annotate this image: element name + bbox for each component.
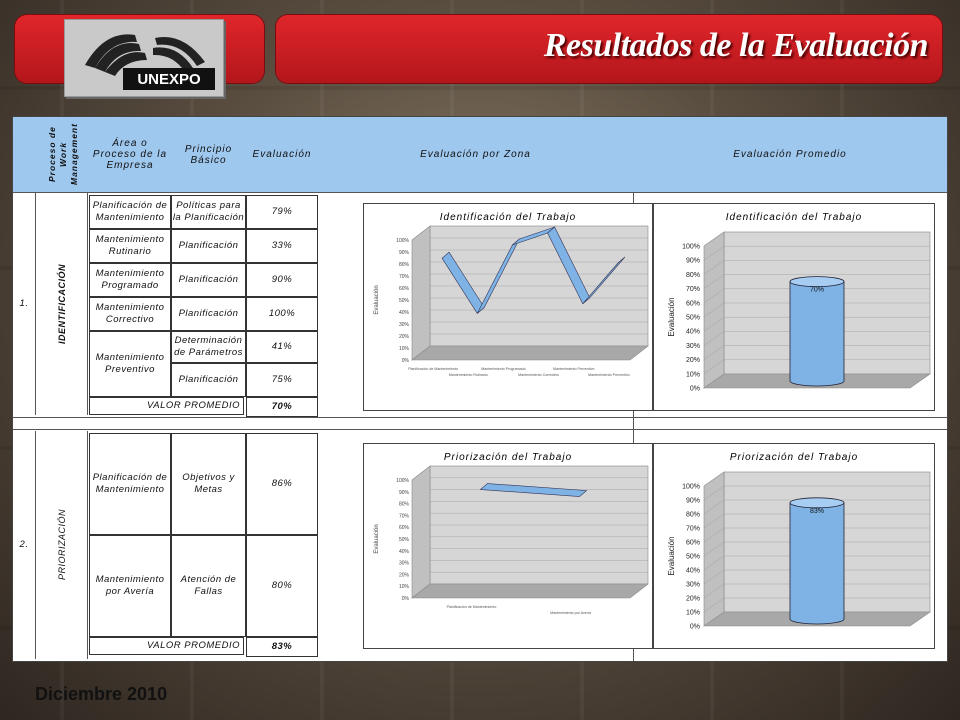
- y-tick-label: 80%: [685, 511, 700, 519]
- header-principle: Principio Básico: [171, 117, 247, 193]
- s1-eval-4: 41%: [246, 331, 318, 363]
- s2-area-1: Mantenimiento por Avería: [89, 535, 171, 637]
- x-tick-label: Mantenimiento Preventivo: [552, 367, 595, 371]
- header-by-zone: Evaluación por Zona: [318, 117, 634, 193]
- s1-area-3: Mantenimiento Correctivo: [89, 297, 171, 331]
- s2-principle-0: Objetivos y Metas: [171, 433, 246, 535]
- chart-title: Identificación del Trabajo: [725, 212, 863, 223]
- y-axis-label: Evaluación: [667, 536, 676, 576]
- s2-eval-1: 80%: [246, 535, 318, 637]
- y-tick-label: 20%: [398, 334, 409, 340]
- y-tick-label: 60%: [398, 525, 409, 532]
- bar-cylinder-top: [790, 498, 844, 508]
- s1-principle-1: Planificación: [171, 229, 246, 263]
- header-area: Área o Proceso de la Empresa: [89, 117, 172, 193]
- s1-principle-2: Planificación: [171, 263, 246, 297]
- y-axis-label: Evaluación: [374, 524, 380, 554]
- y-tick-label: 100%: [682, 483, 700, 491]
- y-tick-label: 90%: [685, 257, 700, 265]
- header-process-cell: [37, 117, 90, 193]
- y-tick-label: 40%: [685, 328, 700, 336]
- s1-principle-0: Políticas para la Planificación: [171, 195, 246, 229]
- s1-eval-2: 90%: [246, 263, 318, 297]
- y-tick-label: 70%: [398, 274, 409, 280]
- header-evaluation: Evaluación: [246, 117, 319, 193]
- line-chart-identificacion: [364, 204, 652, 410]
- section-divider: [13, 417, 947, 418]
- y-tick-label: 100%: [682, 243, 700, 251]
- s1-area-2: Mantenimiento Programado: [89, 263, 171, 297]
- s1-avg-value: 70%: [246, 397, 318, 417]
- s1-eval-1: 33%: [246, 229, 318, 263]
- y-tick-label: 100%: [396, 478, 409, 484]
- chart-title: Priorización del Trabajo: [729, 452, 859, 463]
- chart-zone-priorizacion: [363, 443, 653, 649]
- y-tick-label: 0%: [689, 385, 700, 393]
- bar-cylinder: [790, 282, 844, 386]
- y-tick-label: 100%: [396, 238, 409, 244]
- y-tick-label: 60%: [685, 300, 700, 308]
- y-tick-label: 20%: [685, 357, 700, 365]
- line-chart-priorizacion: [364, 444, 652, 648]
- s2-avg-value: 83%: [246, 637, 318, 657]
- logo-graphic-icon: [65, 20, 223, 96]
- bar-cylinder: [790, 503, 844, 624]
- s2-principle-1: Atención de Fallas: [171, 535, 246, 637]
- bar-cylinder-top: [790, 277, 844, 287]
- chart-avg-priorizacion: [653, 443, 935, 649]
- header-process: Proceso de Work Management: [46, 123, 79, 186]
- y-tick-label: 70%: [685, 525, 700, 533]
- s1-eval-3: 100%: [246, 297, 318, 331]
- logo-text: UNEXPO: [137, 71, 201, 88]
- header-num-cell: [13, 117, 38, 193]
- y-tick-label: 90%: [398, 250, 409, 256]
- y-tick-label: 80%: [685, 271, 700, 279]
- chart-side-wall: [412, 466, 430, 598]
- s2-area-0: Planificación de Mantenimiento: [89, 433, 171, 535]
- s1-area-4: Mantenimiento Preventivo: [89, 331, 171, 397]
- y-tick-label: 50%: [398, 537, 409, 543]
- y-tick-label: 50%: [685, 314, 700, 322]
- x-tick-label: Mantenimiento Rutinario: [448, 373, 488, 377]
- chart-avg-identificacion: [653, 203, 935, 411]
- y-tick-label: 30%: [398, 560, 409, 567]
- y-tick-label: 80%: [398, 501, 409, 508]
- y-tick-label: 10%: [398, 584, 409, 591]
- s1-principle-5: Planificación: [171, 363, 246, 397]
- y-tick-label: 30%: [398, 322, 409, 328]
- bar-chart-priorizacion: [654, 444, 934, 648]
- s2-avg-label: VALOR PROMEDIO: [89, 637, 244, 655]
- y-tick-label: 80%: [398, 262, 409, 268]
- unexpo-logo: [64, 19, 224, 97]
- y-tick-label: 70%: [398, 513, 409, 520]
- section-2-name: PRIORIZACIÓN: [57, 509, 67, 581]
- y-tick-label: 50%: [685, 553, 700, 561]
- s1-principle-3: Planificación: [171, 297, 246, 331]
- y-tick-label: 30%: [685, 581, 700, 589]
- x-tick-label: Mantenimiento Correctivo: [518, 373, 560, 377]
- data-label: 70%: [809, 286, 825, 294]
- section-2-name-cell: [37, 431, 88, 659]
- y-tick-label: 10%: [398, 346, 409, 352]
- section-1-name-cell: [37, 193, 88, 415]
- y-tick-label: 90%: [398, 489, 409, 496]
- section-2-number: 2.: [13, 431, 36, 659]
- y-tick-label: 60%: [685, 539, 700, 547]
- y-tick-label: 40%: [685, 567, 700, 575]
- y-tick-label: 30%: [685, 342, 700, 350]
- s1-eval-0: 79%: [246, 195, 318, 229]
- section-1-number: 1.: [13, 193, 36, 415]
- y-tick-label: 20%: [685, 595, 700, 603]
- x-tick-label: Mantenimiento Programado: [481, 367, 526, 371]
- y-tick-label: 70%: [685, 286, 700, 294]
- chart-floor: [412, 584, 648, 598]
- y-tick-label: 0%: [401, 358, 409, 364]
- y-tick-label: 0%: [401, 596, 409, 602]
- s1-area-0: Planificación de Mantenimiento: [89, 195, 171, 229]
- chart-floor: [412, 346, 648, 360]
- logo-banner: [15, 15, 264, 88]
- page-title: Resultados de la Evaluación: [543, 27, 928, 64]
- x-tick-label: Mantenimiento Preventivo: [588, 373, 630, 377]
- y-tick-label: 10%: [685, 371, 700, 379]
- s2-eval-0: 86%: [246, 433, 318, 535]
- chart-title: Identificación del Trabajo: [439, 212, 577, 223]
- header-average: Evaluación Promedio: [633, 117, 947, 193]
- s1-avg-label: VALOR PROMEDIO: [89, 397, 244, 415]
- y-tick-label: 10%: [685, 609, 700, 617]
- data-label: 83%: [809, 507, 825, 515]
- y-tick-label: 60%: [398, 286, 409, 292]
- footer-date: Diciembre 2010: [35, 684, 168, 704]
- s1-area-1: Mantenimiento Rutinario: [89, 229, 171, 263]
- y-tick-label: 90%: [685, 497, 700, 505]
- y-axis-label: Evaluación: [374, 285, 380, 315]
- bar-chart-identificacion: [654, 204, 934, 410]
- section-divider: [13, 429, 947, 430]
- results-table: [12, 116, 948, 662]
- y-tick-label: 40%: [398, 310, 409, 316]
- y-tick-label: 50%: [398, 298, 409, 304]
- y-tick-label: 0%: [689, 623, 700, 631]
- s1-principle-4: Determinación de Parámetros: [171, 331, 246, 363]
- s1-eval-5: 75%: [246, 363, 318, 397]
- x-tick-label: Planificación de Mantenimiento: [408, 367, 458, 371]
- chart-title: Priorización del Trabajo: [443, 452, 573, 463]
- y-axis-label: Evaluación: [667, 297, 676, 337]
- chart-zone-identificacion: [363, 203, 653, 411]
- x-tick-label: Mantenimiento por Avería: [550, 611, 591, 615]
- y-tick-label: 40%: [398, 548, 409, 555]
- section-1-name: IDENTIFICACIÓN: [57, 264, 67, 344]
- y-tick-label: 20%: [398, 572, 409, 579]
- x-tick-label: Planificación de Mantenimiento: [446, 605, 497, 609]
- title-banner: [276, 15, 942, 83]
- chart-side-wall: [412, 226, 430, 360]
